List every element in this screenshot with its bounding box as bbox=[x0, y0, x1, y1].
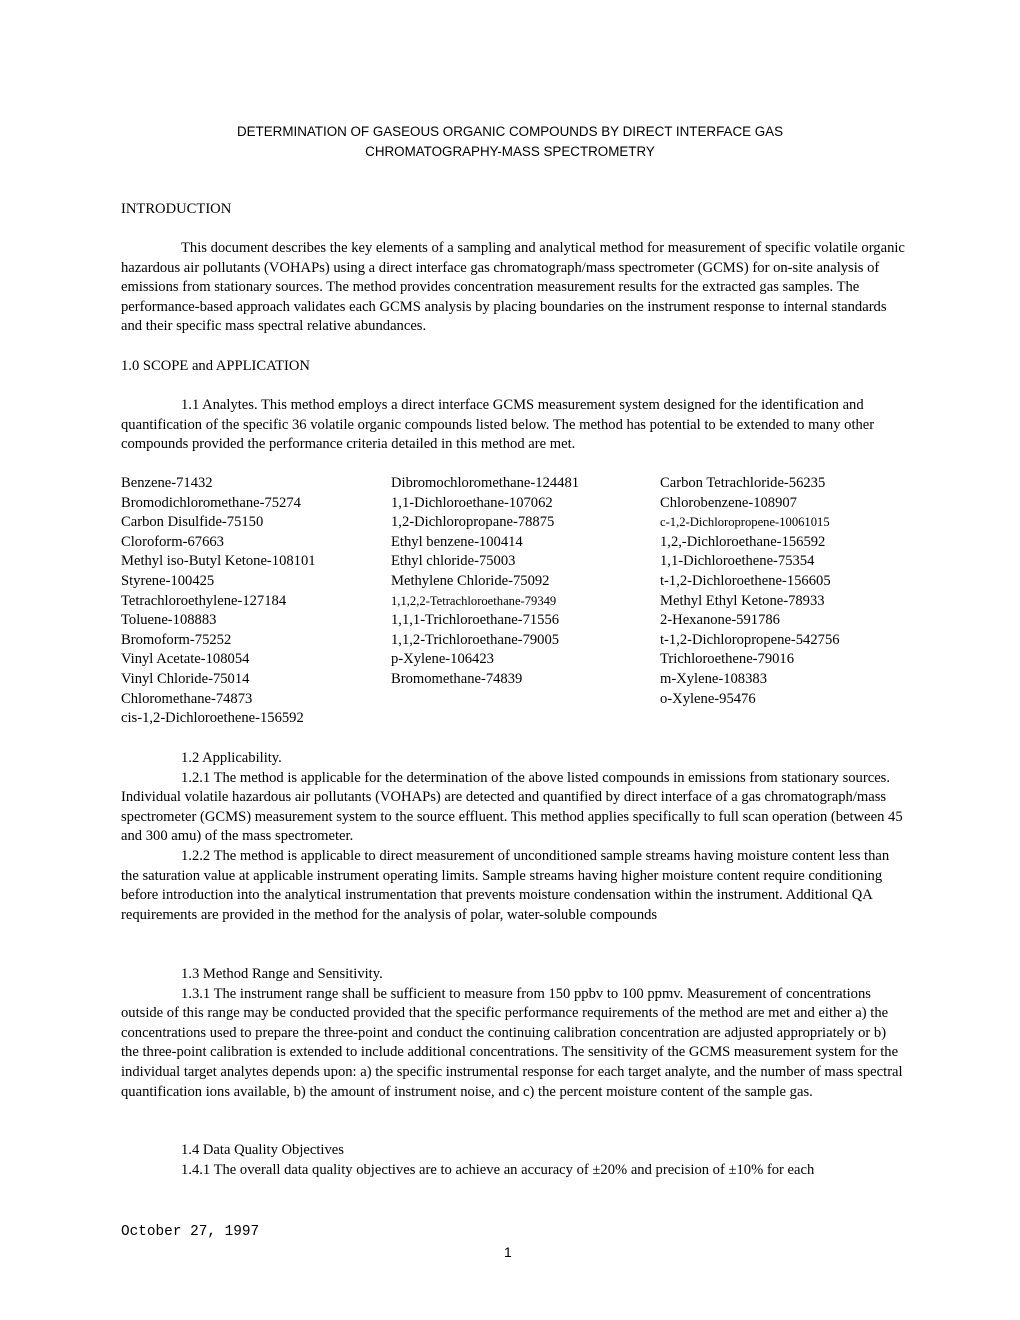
compound-item: 1,1-Dichloroethane-107062 bbox=[391, 494, 553, 511]
compound-item: Vinyl Acetate-108054 bbox=[121, 651, 250, 668]
applicability-heading: 1.2 Applicability. bbox=[181, 750, 282, 766]
title-line-2: CHROMATOGRAPHY-MASS SPECTROMETRY bbox=[365, 144, 655, 159]
applicability-section bbox=[121, 749, 907, 925]
compound-column-3 bbox=[660, 474, 840, 709]
range-heading: 1.3 Method Range and Sensitivity. bbox=[181, 966, 383, 982]
compound-item: Methylene Chloride-75092 bbox=[391, 572, 550, 589]
compound-item: Benzene-71432 bbox=[121, 475, 213, 491]
compound-item: o-Xylene-95476 bbox=[660, 690, 756, 707]
compound-item: Tetrachloroethylene-127184 bbox=[121, 592, 287, 609]
compound-item: 1,1,1-Trichloroethane-71556 bbox=[391, 612, 560, 629]
compound-item: Carbon Tetrachloride-56235 bbox=[660, 475, 826, 491]
range-section bbox=[121, 965, 907, 1102]
compound-item: 1,1,2,2-Tetrachloroethane-79349 bbox=[391, 593, 557, 608]
compound-item: Trichloroethene-79016 bbox=[660, 651, 795, 668]
intro-heading: INTRODUCTION bbox=[121, 201, 232, 217]
compound-item: Bromoform-75252 bbox=[121, 631, 232, 648]
range-paragraph-1: 1.3.1 The instrument range shall be sufficient to measure from 150 ppbv to 100 ppmv. Measurement of concentrations outside of this range may be conducted provided that the specific performance requirements of the method are met and either a) the concentrations used to prepare the three-point and conduct the continuing calibration concentration are adjusted appropriately or b) the three-point calibration is extended to include additional concentrations. The sensitivity of the GCMS measurement system for the individual target analytes depends upon: a) the specific instrumental response for each target analyte, and the number of mass spectral quantification ions available, b) the amount of instrument noise, and c) the percent moisture content of the sample gas. bbox=[121, 985, 903, 1100]
applicability-paragraph-1: 1.2.1 The method is applicable for the determination of the above listed compounds in emissions from stationary sources. Individual volatile hazardous air pollutants (VOHAPs) are detected and quantified by direct interface of a gas chromatograph/mass spectrometer (GCMS) measurement system to the source effluent. This method applies specifically to full scan operation (between 45 and 300 amu) of the mass spectrometer. bbox=[121, 769, 903, 845]
compound-item: Methyl iso-Butyl Ketone-108101 bbox=[121, 553, 316, 570]
page-number: 1 bbox=[504, 1244, 512, 1260]
compound-item: Bromodichloromethane-75274 bbox=[121, 494, 301, 511]
analytes-paragraph: 1.1 Analytes. This method employs a direct interface GCMS measurement system designed for the identification and quantification of the specific 36 volatile organic compounds listed below. The method has potential to be extended to many other compounds provided the performance criteria detailed in this method are met. bbox=[121, 397, 875, 453]
compound-item: m-Xylene-108383 bbox=[660, 670, 767, 687]
compound-item: Ethyl chloride-75003 bbox=[391, 553, 516, 570]
document-title bbox=[160, 122, 860, 162]
compound-item: 1,2-Dichloropropane-78875 bbox=[391, 514, 555, 531]
dqo-heading: 1.4 Data Quality Objectives bbox=[181, 1142, 344, 1158]
compound-item: Ethyl benzene-100414 bbox=[391, 533, 523, 550]
compound-item: p-Xylene-106423 bbox=[391, 651, 494, 668]
compound-item: Dibromochloromethane-124481 bbox=[391, 475, 580, 491]
compound-item: 2-Hexanone-591786 bbox=[660, 612, 780, 629]
compound-item: Styrene-100425 bbox=[121, 572, 215, 589]
dqo-paragraph-1: 1.4.1 The overall data quality objectives are to achieve an accuracy of ±20% and precision of ±10% for each bbox=[181, 1161, 815, 1178]
compound-item: Chloromethane-74873 bbox=[121, 690, 253, 707]
compound-item: Bromomethane-74839 bbox=[391, 670, 523, 687]
compound-column-1 bbox=[121, 474, 316, 729]
compound-item: Vinyl Chloride-75014 bbox=[121, 670, 250, 687]
compound-item: t-1,2-Dichloropropene-542756 bbox=[660, 631, 840, 648]
applicability-paragraph-2: 1.2.2 The method is applicable to direct measurement of unconditioned sample streams having moisture content less than the saturation value at applicable instrument operating limits. Sample streams having higher moisture content require conditioning before introduction into the analytical instrumentation that prevents moisture condensation within the instrument. Additional QA requirements are provided in the method for the analysis of polar, water-soluble compounds bbox=[121, 847, 890, 923]
compound-item: Carbon Disulfide-75150 bbox=[121, 514, 264, 531]
footer-date: October 27, 1997 bbox=[121, 1224, 260, 1240]
compound-item: 1,1-Dichloroethene-75354 bbox=[660, 553, 815, 570]
compound-item: cis-1,2-Dichloroethene-156592 bbox=[121, 710, 304, 727]
title-line-1: DETERMINATION OF GASEOUS ORGANIC COMPOUNDS BY DIRECT INTERFACE GAS bbox=[236, 124, 784, 139]
compound-item: c-1,2-Dichloropropene-10061015 bbox=[660, 515, 830, 530]
compound-column-2 bbox=[391, 474, 579, 690]
dqo-section bbox=[121, 1141, 907, 1180]
compound-item: 1,2,-Dichloroethane-156592 bbox=[660, 533, 826, 550]
compound-item: Chlorobenzene-108907 bbox=[660, 494, 797, 511]
compound-item: Toluene-108883 bbox=[121, 612, 217, 629]
scope-heading: 1.0 SCOPE and APPLICATION bbox=[121, 358, 310, 374]
intro-paragraph: This document describes the key elements of a sampling and analytical method for measurement of specific volatile organic hazardous air pollutants (VOHAPs) using a direct interface gas chromatograph/mass spectrometer (GCMS) for on-site analysis of emissions from stationary sources. The method provides concentration measurement results for the extracted gas samples. The performance-based approach validates each GCMS analysis by placing boundaries on the instrument response to internal standards and their specific mass spectral relative abundances. bbox=[121, 240, 905, 335]
compound-item: Methyl Ethyl Ketone-78933 bbox=[660, 592, 825, 609]
compound-item: t-1,2-Dichloroethene-156605 bbox=[660, 572, 831, 589]
compound-item: 1,1,2-Trichloroethane-79005 bbox=[391, 631, 560, 648]
compound-item: Cloroform-67663 bbox=[121, 533, 224, 550]
